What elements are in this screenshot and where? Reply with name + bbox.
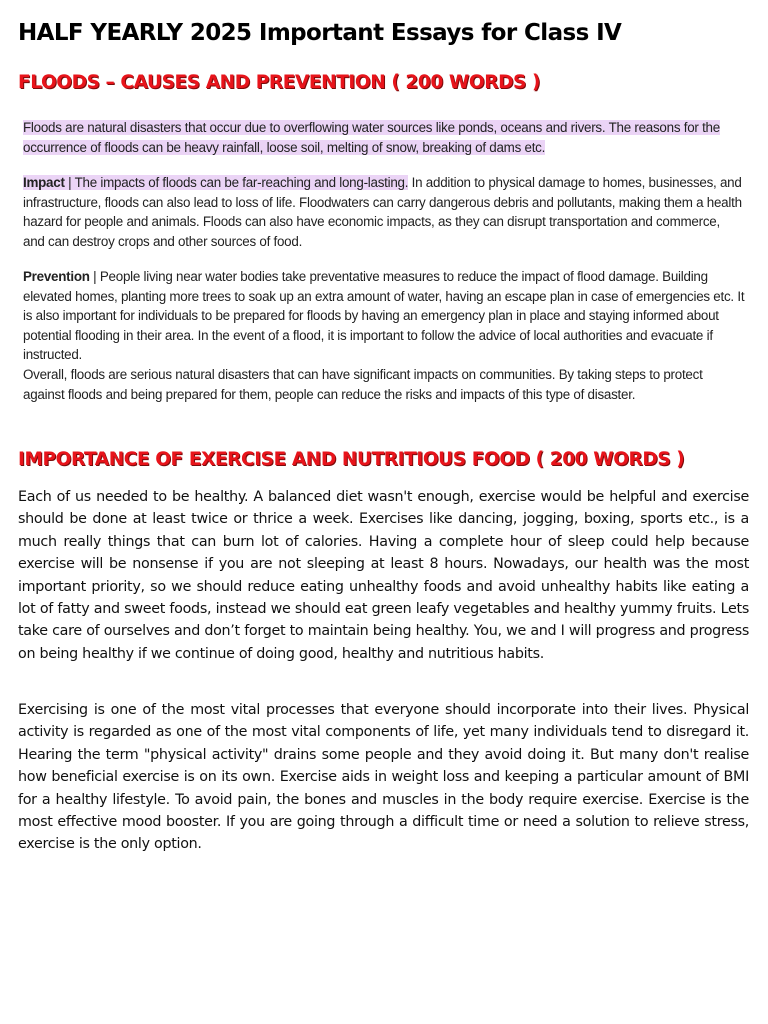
essay1-conclusion-paragraph: Overall, floods are serious natural disasters that can have significant impacts on communities. By taking steps to protect against floods and being prepared for them, people can reduce the risks and impacts of this type of disaster. (23, 367, 703, 402)
prevention-text: | People living near water bodies take preventative measures to reduce the impact of flood damage. Building elevated homes, planting more trees to soak up an extra amount of water, having an escape plan in case of emergencies etc. It is also important for individuals to be prepared for floods by having an emergency plan in place and staying informed about potential flooding in their area. In the event of a flood, it is important to follow the advice of local authorities and evacuate if instructed. (23, 269, 745, 362)
prevention-label: Prevention (23, 269, 90, 284)
essay1-impact-paragraph (23, 173, 745, 251)
impact-text: In addition to physical damage to homes, businesses, and infrastructure, floods can also lead to loss of life. Floodwaters can carry dangerous debris and pollutants, making them a health hazard for people and animals. Floods can also have economic impacts, as they can disrupt transportation and commerce, and can destroy crops and other sources of food. (23, 175, 742, 249)
page-title: HALF YEARLY 2025 Important Essays for Class IV (18, 20, 622, 46)
essay1-prevention-paragraph (23, 267, 745, 365)
impact-highlighted-text: | The impacts of floods can be far-reaching and long-lasting. (64, 175, 409, 190)
essay2-heading: IMPORTANCE OF EXERCISE AND NUTRITIOUS FOOD ( 200 WORDS ) (18, 449, 685, 470)
impact-label: Impact (23, 175, 65, 190)
essay1-intro-highlighted-text: Floods are natural disasters that occur due to overflowing water sources like ponds, oceans and rivers. The reasons for the occurrence of floods can be heavy rainfall, loose soil, melting of snow, breaking of dams etc. (23, 120, 720, 155)
essay1-intro-paragraph (23, 118, 745, 157)
essay2-paragraph-2: Exercising is one of the most vital processes that everyone should incorporate into their lives. Physical activity is regarded as one of the most vital components of life, yet many individuals tend to disregard it. Hearing the term "physical activity" drains some people and they avoid doing it. But many don't realise how beneficial exercise is on its own. Exercise aids in weight loss and keeping a particular amount of BMI for a healthy lifestyle. To avoid pain, the bones and muscles in the body require exercise. Exercise is the most effective mood booster. If you are going through a difficult time or need a solution to relieve stress, exercise is the only option. (18, 702, 749, 853)
essay1-heading: FLOODS – CAUSES AND PREVENTION ( 200 WORDS ) (18, 72, 541, 93)
impact-highlight (23, 175, 408, 190)
essay2-paragraph-1: Each of us needed to be healthy. A balanced diet wasn't enough, exercise would be helpful and exercise should be done at least twice or thrice a week. Exercises like dancing, jogging, boxing, sports etc., is a much really things that can burn lot of calories. Having a complete hour of sleep could help because exercise will be nonsense if you are not sleeping at least 8 hours. Nowadays, our health was the most important priority, so we should reduce eating unhealthy foods and avoid unhealthy habits like eating a lot of fatty and sweet foods, instead we should eat green leafy vegetables and healthy yummy fruits. Lets take care of ourselves and don’t forget to maintain being healthy. You, we and I will progress and progress on being healthy if we continue of doing good, healthy and nutritious habits. (18, 489, 749, 662)
